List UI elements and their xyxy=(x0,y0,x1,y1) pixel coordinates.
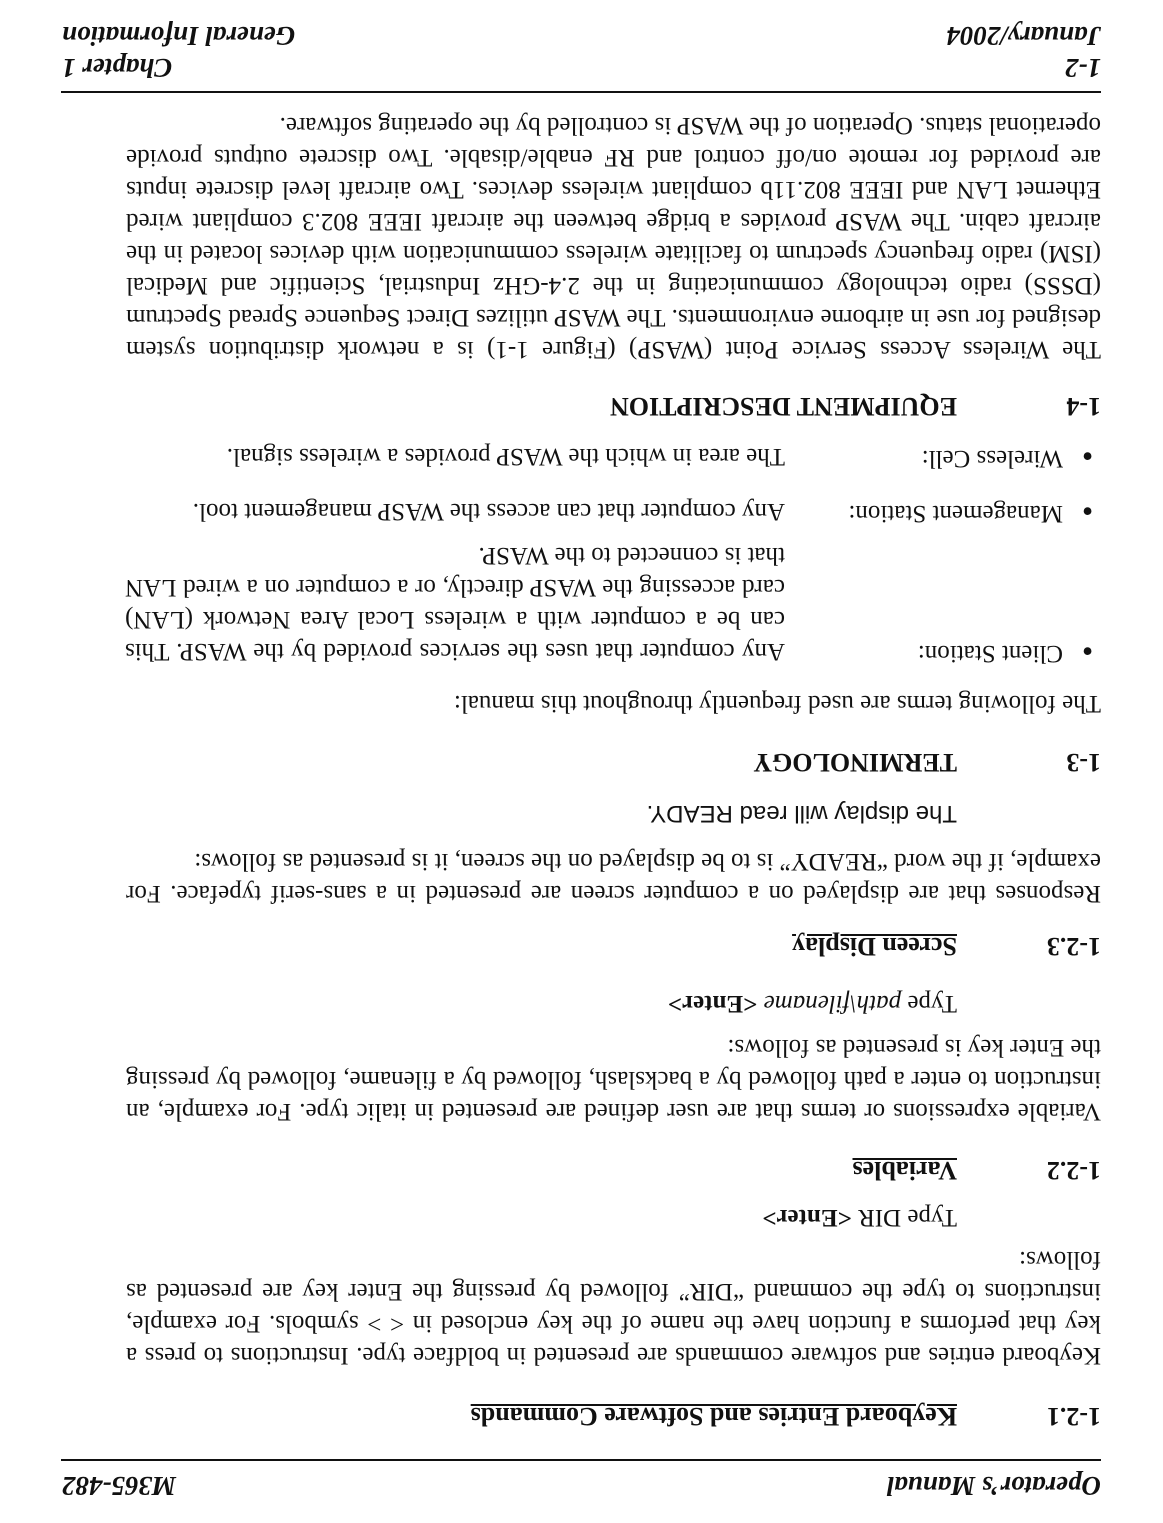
section-number: 1-2.2 xyxy=(1046,1156,1101,1185)
example-key: <Enter> xyxy=(762,1204,852,1231)
term-definition: The area in which the WASP provides a wireless signal. xyxy=(226,443,785,470)
bullet: ● xyxy=(1082,642,1093,662)
document-number: M365-482 xyxy=(62,1471,176,1501)
section-paragraph: Variable expressions or terms that are user defined are presented in italic type. For example, an instruction to enter a path followed by a backslash, followed by a filename, followed by pressing the Enter key is presented as follows: xyxy=(126,1034,1101,1125)
chapter-title: General Information xyxy=(62,21,296,51)
chapter-label: Chapter 1 xyxy=(62,53,173,83)
section-number: 1-4 xyxy=(1066,392,1101,421)
section-number: 1-3 xyxy=(1066,748,1101,777)
section-title: Variables xyxy=(852,1156,957,1185)
term-label: Management Station: xyxy=(848,500,1063,527)
term-definition: Any computer that uses the services provided by the WASP. This can be a computer with a wireless Local Area Network (LAN) card accessing the WASP directly, or a computer on a wired LAN that is connected to the WASP. xyxy=(125,542,785,665)
section-title: TERMINOLOGY xyxy=(753,748,957,777)
term-label: Client Station: xyxy=(917,640,1063,667)
term-definition: Any computer that can access the WASP management tool. xyxy=(192,498,785,525)
variable-example xyxy=(668,989,957,1017)
section-number: 1-2.1 xyxy=(1046,1402,1101,1431)
example-text: Type xyxy=(901,990,957,1017)
example-text: Type DIR xyxy=(851,1204,957,1231)
footer-rule xyxy=(61,91,1101,93)
document-date: January/2004 xyxy=(946,21,1101,51)
term-label: Wireless Cell: xyxy=(921,445,1063,472)
bullet: ● xyxy=(1082,502,1093,522)
section-title: Screen Display xyxy=(792,932,957,961)
section-paragraph: Responses that are displayed on a computer screen are presented in a sans-serif typeface. For example, if the word “READY” is to be displayed on the screen, it is presented as follows: xyxy=(126,848,1101,907)
section-paragraph: Keyboard entries and software commands are presented in boldface type. Instructions to press a key that performs a function have the name of the key enclosed in < > symbols. For example, instructions to type the command “DIR” followed by pressing the Enter key are presented as follows: xyxy=(126,1246,1101,1369)
section-paragraph: The Wireless Access Service Point (WASP) (Figure 1-1) is a network distribution system designed for use in airborne environments. The WASP utilizes Direct Sequence Spread Spectrum (DSSS) radio technology communicating in the 2.4-GHz Industrial, Scientific and Medical (ISM) radio frequency spectrum to facilitate wireless communication with devices located in the aircraft cabin. The WASP provides a bridge between the aircraft IEEE 802.3 compliant wired Ethernet LAN and IEEE 802.11b compliant wireless devices. Two aircraft level discrete inputs are provided for remote on/off control and RF enable/disable. Two discrete outputs provide operational status. Operation of the WASP is controlled by the operating software. xyxy=(126,112,1101,363)
manual-title: Operator’s Manual xyxy=(886,1471,1101,1501)
section-title: EQUIPMENT DESCRIPTION xyxy=(610,392,957,421)
header-rule xyxy=(61,1459,1101,1461)
example-key: <Enter> xyxy=(667,990,764,1017)
section-title: Keyboard Entries and Software Commands xyxy=(470,1402,957,1431)
screen-display-example: The display will read READY. xyxy=(646,800,957,827)
section-number: 1-2.3 xyxy=(1046,932,1101,961)
example-variable: path\filename xyxy=(763,990,902,1017)
bullet: ● xyxy=(1082,447,1093,467)
page-number: 1-2 xyxy=(1065,53,1101,83)
command-example xyxy=(762,1203,957,1231)
terminology-intro: The following terms are used frequently throughout this manual: xyxy=(453,690,1101,717)
